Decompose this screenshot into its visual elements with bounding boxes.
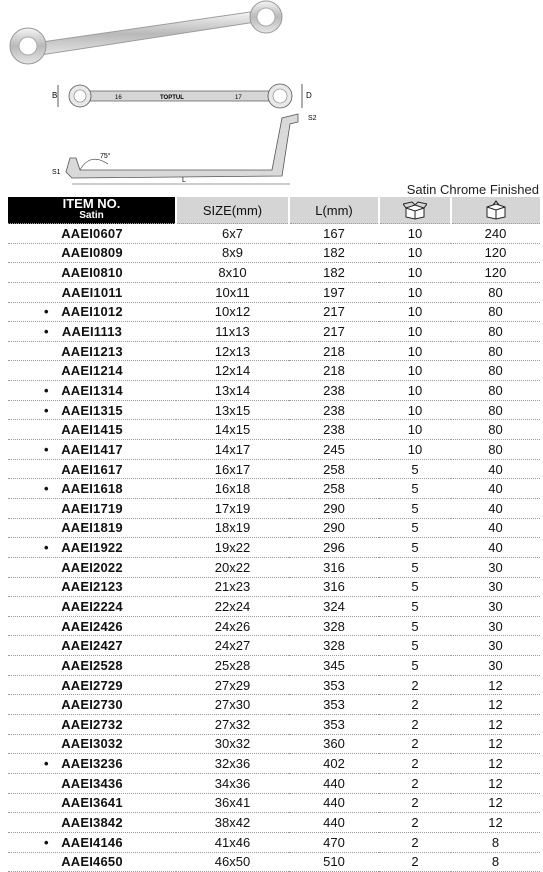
box-qty-cell: 2 [379, 675, 451, 695]
size-cell: 8x10 [176, 263, 289, 283]
table-row [8, 263, 540, 283]
carton-qty-cell: 30 [451, 597, 540, 617]
table-row [8, 322, 540, 342]
table-row [8, 479, 540, 499]
item-code: AAEI2427 [61, 638, 123, 654]
item-code-cell [8, 577, 176, 597]
box-qty-cell: 2 [379, 813, 451, 833]
carton-qty-cell: 12 [451, 793, 540, 813]
carton-qty-cell: 240 [451, 224, 540, 244]
item-code: AAEI2729 [61, 677, 123, 693]
item-code: AAEI3436 [61, 775, 123, 791]
item-code: AAEI2732 [61, 716, 123, 732]
carton-qty-cell: 40 [451, 538, 540, 558]
new-item-bullet: • [44, 481, 49, 497]
size-cell: 24x27 [176, 636, 289, 656]
item-code: AAEI1922 [61, 540, 123, 556]
box-qty-cell: 10 [379, 361, 451, 381]
new-item-bullet: • [44, 402, 49, 418]
table-row [8, 243, 540, 263]
carton-qty-cell: 12 [451, 773, 540, 793]
size-cell: 19x22 [176, 538, 289, 558]
size-cell: 10x12 [176, 302, 289, 322]
size-cell: 16x17 [176, 459, 289, 479]
svg-text:S1: S1 [52, 169, 61, 176]
table-row [8, 577, 540, 597]
size-cell: 10x11 [176, 282, 289, 302]
table-row [8, 381, 540, 401]
box-qty-cell: 2 [379, 773, 451, 793]
item-code: AAEI1214 [61, 363, 123, 379]
length-cell: 182 [289, 263, 379, 283]
size-cell: 22x24 [176, 597, 289, 617]
item-code: AAEI1315 [61, 402, 123, 418]
wrench-side-view-diagram [50, 108, 340, 186]
length-cell: 290 [289, 518, 379, 538]
length-cell: 238 [289, 400, 379, 420]
item-code: AAEI3842 [61, 815, 123, 831]
item-code: AAEI1011 [61, 284, 123, 300]
length-cell: 296 [289, 538, 379, 558]
table-row [8, 282, 540, 302]
box-qty-cell: 10 [379, 282, 451, 302]
wrench-photo [0, 0, 290, 80]
item-code-cell [8, 440, 176, 460]
carton-qty-cell: 80 [451, 440, 540, 460]
size-cell: 27x30 [176, 695, 289, 715]
length-cell: 217 [289, 302, 379, 322]
table-row [8, 715, 540, 735]
box-qty-cell: 10 [379, 440, 451, 460]
table-row [8, 518, 540, 538]
box-qty-cell: 10 [379, 341, 451, 361]
length-cell: 328 [289, 636, 379, 656]
carton-qty-cell: 80 [451, 282, 540, 302]
table-row [8, 636, 540, 656]
item-code-cell [8, 656, 176, 676]
box-qty-cell: 5 [379, 479, 451, 499]
size-cell: 25x28 [176, 656, 289, 676]
new-item-bullet: • [44, 324, 49, 340]
carton-qty-cell: 12 [451, 715, 540, 735]
item-code: AAEI2022 [61, 559, 123, 575]
item-code-cell [8, 361, 176, 381]
table-row [8, 773, 540, 793]
box-qty-cell: 2 [379, 695, 451, 715]
item-code: AAEI0607 [61, 225, 123, 241]
item-code-cell [8, 243, 176, 263]
size-header: SIZE(mm) [176, 197, 289, 224]
inner-box-icon [403, 200, 427, 220]
table-row [8, 656, 540, 676]
item-code: AAEI0809 [61, 245, 123, 261]
carton-qty-cell: 80 [451, 302, 540, 322]
table-row [8, 675, 540, 695]
length-cell: 470 [289, 832, 379, 852]
carton-qty-cell: 12 [451, 754, 540, 774]
size-cell: 27x29 [176, 675, 289, 695]
item-code-cell [8, 302, 176, 322]
carton-qty-cell: 40 [451, 459, 540, 479]
carton-qty-cell: 40 [451, 498, 540, 518]
item-code: AAEI2426 [61, 618, 123, 634]
item-code: AAEI1819 [61, 520, 123, 536]
table-row [8, 420, 540, 440]
table-row [8, 498, 540, 518]
table-row [8, 341, 540, 361]
length-cell: 316 [289, 577, 379, 597]
length-cell: 182 [289, 243, 379, 263]
box-qty-cell: 5 [379, 557, 451, 577]
item-code: AAEI3641 [61, 795, 123, 811]
table-row [8, 557, 540, 577]
item-code-cell [8, 616, 176, 636]
length-cell: 402 [289, 754, 379, 774]
carton-qty-cell: 30 [451, 577, 540, 597]
box-qty-cell: 10 [379, 224, 451, 244]
length-cell: 440 [289, 773, 379, 793]
table-row [8, 813, 540, 833]
length-cell: 324 [289, 597, 379, 617]
box-qty-cell: 10 [379, 322, 451, 342]
svg-text:75°: 75° [100, 153, 111, 160]
box-qty-cell: 2 [379, 715, 451, 735]
carton-qty-cell: 80 [451, 400, 540, 420]
size-cell: 24x26 [176, 616, 289, 636]
length-cell: 328 [289, 616, 379, 636]
length-cell: 258 [289, 479, 379, 499]
item-code-cell [8, 224, 176, 244]
box-qty-cell: 2 [379, 754, 451, 774]
box-qty-cell: 10 [379, 243, 451, 263]
new-item-bullet: • [44, 834, 49, 850]
size-cell: 8x9 [176, 243, 289, 263]
table-row [8, 754, 540, 774]
box-qty-cell: 2 [379, 793, 451, 813]
item-code-cell [8, 832, 176, 852]
item-code: AAEI1415 [61, 422, 123, 438]
item-code-cell [8, 420, 176, 440]
size-cell: 13x14 [176, 381, 289, 401]
size-cell: 34x36 [176, 773, 289, 793]
carton-qty-cell: 120 [451, 243, 540, 263]
svg-text:L: L [182, 177, 186, 184]
size-cell: 27x32 [176, 715, 289, 735]
size-cell: 41x46 [176, 832, 289, 852]
length-cell: 218 [289, 341, 379, 361]
table-row [8, 852, 540, 872]
item-code: AAEI1719 [61, 500, 123, 516]
spec-table [8, 197, 540, 872]
item-code: AAEI3032 [61, 736, 123, 752]
size-cell: 46x50 [176, 852, 289, 872]
carton-qty-cell: 80 [451, 381, 540, 401]
size-cell: 14x15 [176, 420, 289, 440]
item-code-cell [8, 498, 176, 518]
item-code-cell [8, 734, 176, 754]
item-code: AAEI1012 [61, 304, 123, 320]
svg-text:B: B [52, 91, 58, 100]
carton-qty-cell: 120 [451, 263, 540, 283]
item-no-header [8, 197, 176, 224]
item-code: AAEI1617 [61, 461, 123, 477]
table-row [8, 361, 540, 381]
box-qty-cell: 5 [379, 597, 451, 617]
new-item-bullet: • [44, 756, 49, 772]
svg-text:TOPTUL: TOPTUL [160, 95, 184, 101]
item-code-cell [8, 341, 176, 361]
length-cell: 440 [289, 813, 379, 833]
item-code-cell [8, 773, 176, 793]
item-code: AAEI2123 [61, 579, 123, 595]
size-cell: 17x19 [176, 498, 289, 518]
item-code: AAEI1417 [61, 441, 123, 457]
item-code-cell [8, 263, 176, 283]
table-row [8, 538, 540, 558]
item-code: AAEI4146 [61, 834, 123, 850]
item-code-cell [8, 459, 176, 479]
table-row [8, 440, 540, 460]
svg-text:S2: S2 [308, 115, 317, 122]
item-code: AAEI0810 [61, 265, 123, 281]
item-code-cell [8, 675, 176, 695]
carton-qty-cell: 8 [451, 832, 540, 852]
item-code-cell [8, 479, 176, 499]
item-code: AAEI2528 [61, 657, 123, 673]
table-row [8, 597, 540, 617]
length-cell: 353 [289, 675, 379, 695]
table-row [8, 793, 540, 813]
item-code-cell [8, 518, 176, 538]
item-code-cell [8, 538, 176, 558]
finish-label: Satin Chrome Finished [406, 182, 539, 197]
box-qty-cell: 5 [379, 498, 451, 518]
carton-qty-cell: 12 [451, 675, 540, 695]
size-cell: 11x13 [176, 322, 289, 342]
size-cell: 12x13 [176, 341, 289, 361]
box-qty-cell: 5 [379, 459, 451, 479]
box-qty-cell: 5 [379, 577, 451, 597]
box-qty-cell: 10 [379, 400, 451, 420]
new-item-bullet: • [44, 441, 49, 457]
item-code-cell [8, 636, 176, 656]
carton-qty-cell: 80 [451, 341, 540, 361]
carton-qty-cell: 30 [451, 616, 540, 636]
item-code: AAEI1213 [61, 343, 123, 359]
length-cell: 440 [289, 793, 379, 813]
item-no-header-title: ITEM NO. [62, 196, 121, 211]
carton-qty-cell: 80 [451, 361, 540, 381]
box-qty-cell: 5 [379, 656, 451, 676]
inner-box-header [379, 197, 451, 224]
length-header: L(mm) [289, 197, 379, 224]
box-qty-cell: 10 [379, 420, 451, 440]
length-cell: 218 [289, 361, 379, 381]
table-header-row [8, 197, 540, 224]
table-row [8, 616, 540, 636]
size-cell: 14x17 [176, 440, 289, 460]
size-cell: 16x18 [176, 479, 289, 499]
svg-text:D: D [306, 91, 312, 100]
item-code-cell [8, 695, 176, 715]
carton-qty-cell: 30 [451, 557, 540, 577]
length-cell: 238 [289, 381, 379, 401]
item-code-cell [8, 715, 176, 735]
item-code-cell [8, 813, 176, 833]
size-cell: 13x15 [176, 400, 289, 420]
length-cell: 353 [289, 715, 379, 735]
length-cell: 510 [289, 852, 379, 872]
item-code-cell [8, 400, 176, 420]
length-cell: 238 [289, 420, 379, 440]
length-cell: 197 [289, 282, 379, 302]
size-cell: 38x42 [176, 813, 289, 833]
carton-qty-cell: 40 [451, 479, 540, 499]
item-code-cell [8, 793, 176, 813]
length-cell: 360 [289, 734, 379, 754]
length-cell: 217 [289, 322, 379, 342]
carton-qty-cell: 8 [451, 852, 540, 872]
carton-qty-cell: 80 [451, 420, 540, 440]
size-cell: 32x36 [176, 754, 289, 774]
size-cell: 6x7 [176, 224, 289, 244]
table-row [8, 734, 540, 754]
table-row [8, 459, 540, 479]
size-cell: 12x14 [176, 361, 289, 381]
carton-qty-cell: 12 [451, 813, 540, 833]
carton-qty-cell: 30 [451, 636, 540, 656]
carton-icon [485, 200, 507, 220]
item-code-cell [8, 557, 176, 577]
table-row [8, 695, 540, 715]
length-cell: 258 [289, 459, 379, 479]
table-row [8, 400, 540, 420]
item-code: AAEI1618 [61, 481, 123, 497]
length-cell: 353 [289, 695, 379, 715]
item-code: AAEI2730 [61, 697, 123, 713]
box-qty-cell: 5 [379, 538, 451, 558]
length-cell: 290 [289, 498, 379, 518]
item-code-cell [8, 852, 176, 872]
carton-header [451, 197, 540, 224]
item-code-cell [8, 754, 176, 774]
box-qty-cell: 5 [379, 636, 451, 656]
item-code: AAEI1314 [61, 382, 123, 398]
item-no-header-subtitle: Satin [79, 210, 104, 221]
new-item-bullet: • [44, 304, 49, 320]
item-code: AAEI1113 [61, 324, 123, 340]
size-cell: 30x32 [176, 734, 289, 754]
box-qty-cell: 2 [379, 832, 451, 852]
size-cell: 21x23 [176, 577, 289, 597]
length-cell: 245 [289, 440, 379, 460]
box-qty-cell: 10 [379, 381, 451, 401]
size-cell: 18x19 [176, 518, 289, 538]
item-code-cell [8, 381, 176, 401]
size-cell: 20x22 [176, 557, 289, 577]
table-row [8, 224, 540, 244]
box-qty-cell: 5 [379, 616, 451, 636]
svg-text:17: 17 [235, 95, 242, 101]
new-item-bullet: • [44, 382, 49, 398]
table-row [8, 302, 540, 322]
new-item-bullet: • [44, 540, 49, 556]
length-cell: 345 [289, 656, 379, 676]
item-code: AAEI3236 [61, 756, 123, 772]
box-qty-cell: 5 [379, 518, 451, 538]
carton-qty-cell: 80 [451, 322, 540, 342]
length-cell: 167 [289, 224, 379, 244]
item-code-cell [8, 597, 176, 617]
svg-text:16: 16 [115, 95, 122, 101]
length-cell: 316 [289, 557, 379, 577]
carton-qty-cell: 12 [451, 695, 540, 715]
carton-qty-cell: 30 [451, 656, 540, 676]
carton-qty-cell: 12 [451, 734, 540, 754]
item-code-cell [8, 322, 176, 342]
size-cell: 36x41 [176, 793, 289, 813]
item-code: AAEI2224 [61, 598, 123, 614]
carton-qty-cell: 40 [451, 518, 540, 538]
box-qty-cell: 2 [379, 852, 451, 872]
box-qty-cell: 10 [379, 263, 451, 283]
box-qty-cell: 2 [379, 734, 451, 754]
item-code: AAEI4650 [61, 854, 123, 870]
box-qty-cell: 10 [379, 302, 451, 322]
table-row [8, 832, 540, 852]
item-code-cell [8, 282, 176, 302]
